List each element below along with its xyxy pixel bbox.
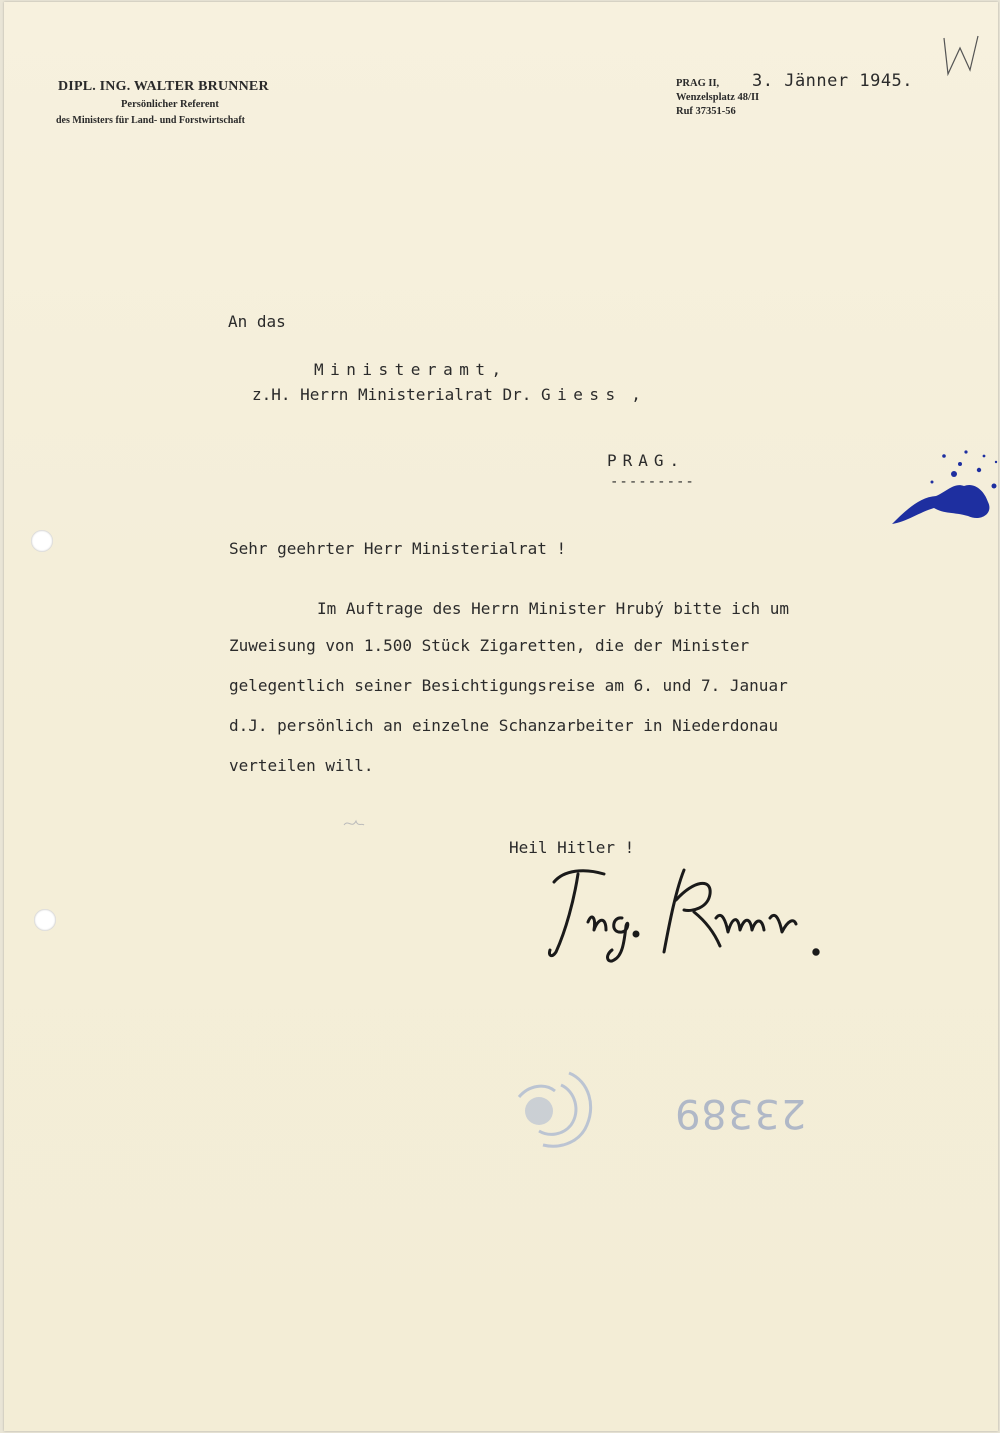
city-underline: ---------: [610, 474, 695, 490]
recipient-office: Ministeramt,: [314, 360, 508, 379]
recipient-city: PRAG.: [607, 451, 686, 470]
body-line: verteilen will.: [229, 756, 374, 775]
handwritten-signature: [544, 860, 834, 970]
letterhead-name: DIPL. ING. WALTER BRUNNER: [58, 79, 269, 94]
archive-stamp: [499, 1067, 599, 1152]
letterhead-city: PRAG II,: [676, 78, 720, 89]
faint-pencil-mark: [342, 815, 366, 833]
body-line: d.J. persönlich an einzelne Schanzarbeiter in Niederdonau: [229, 716, 779, 735]
punch-hole-top: [31, 530, 53, 552]
letterhead-ministry: des Ministers für Land- und Forstwirtschaft: [56, 115, 245, 126]
salutation: Sehr geehrter Herr Ministerialrat !: [229, 539, 567, 558]
closing-greeting: Heil Hitler !: [509, 838, 635, 857]
archive-reference-number: 23389: [674, 1090, 807, 1136]
recipient-attention: [252, 385, 641, 404]
corner-pencil-mark: [934, 30, 984, 80]
body-line: gelegentlich seiner Besichtigungsreise am 6. und 7. Januar: [229, 676, 788, 695]
letterhead-phone: Ruf 37351-56: [676, 106, 736, 117]
recipient-line-1: An das: [228, 312, 286, 331]
recipient-attention-suffix: ,: [621, 385, 641, 404]
body-line: Im Auftrage des Herrn Minister Hrubý bitte ich um: [317, 599, 790, 618]
recipient-attention-name: Giess: [540, 385, 622, 404]
recipient-attention-prefix: z.H. Herrn Ministerialrat Dr.: [252, 385, 541, 404]
ink-blot: [884, 442, 998, 542]
letter-date: 3. Jänner 1945.: [752, 71, 914, 91]
body-line: Zuweisung von 1.500 Stück Zigaretten, die der Minister: [229, 636, 750, 655]
letter-sheet: [4, 2, 998, 1431]
punch-hole-bottom: [34, 909, 56, 931]
letterhead-street: Wenzelsplatz 48/II: [676, 92, 760, 103]
letterhead-role: Persönlicher Referent: [121, 99, 219, 110]
